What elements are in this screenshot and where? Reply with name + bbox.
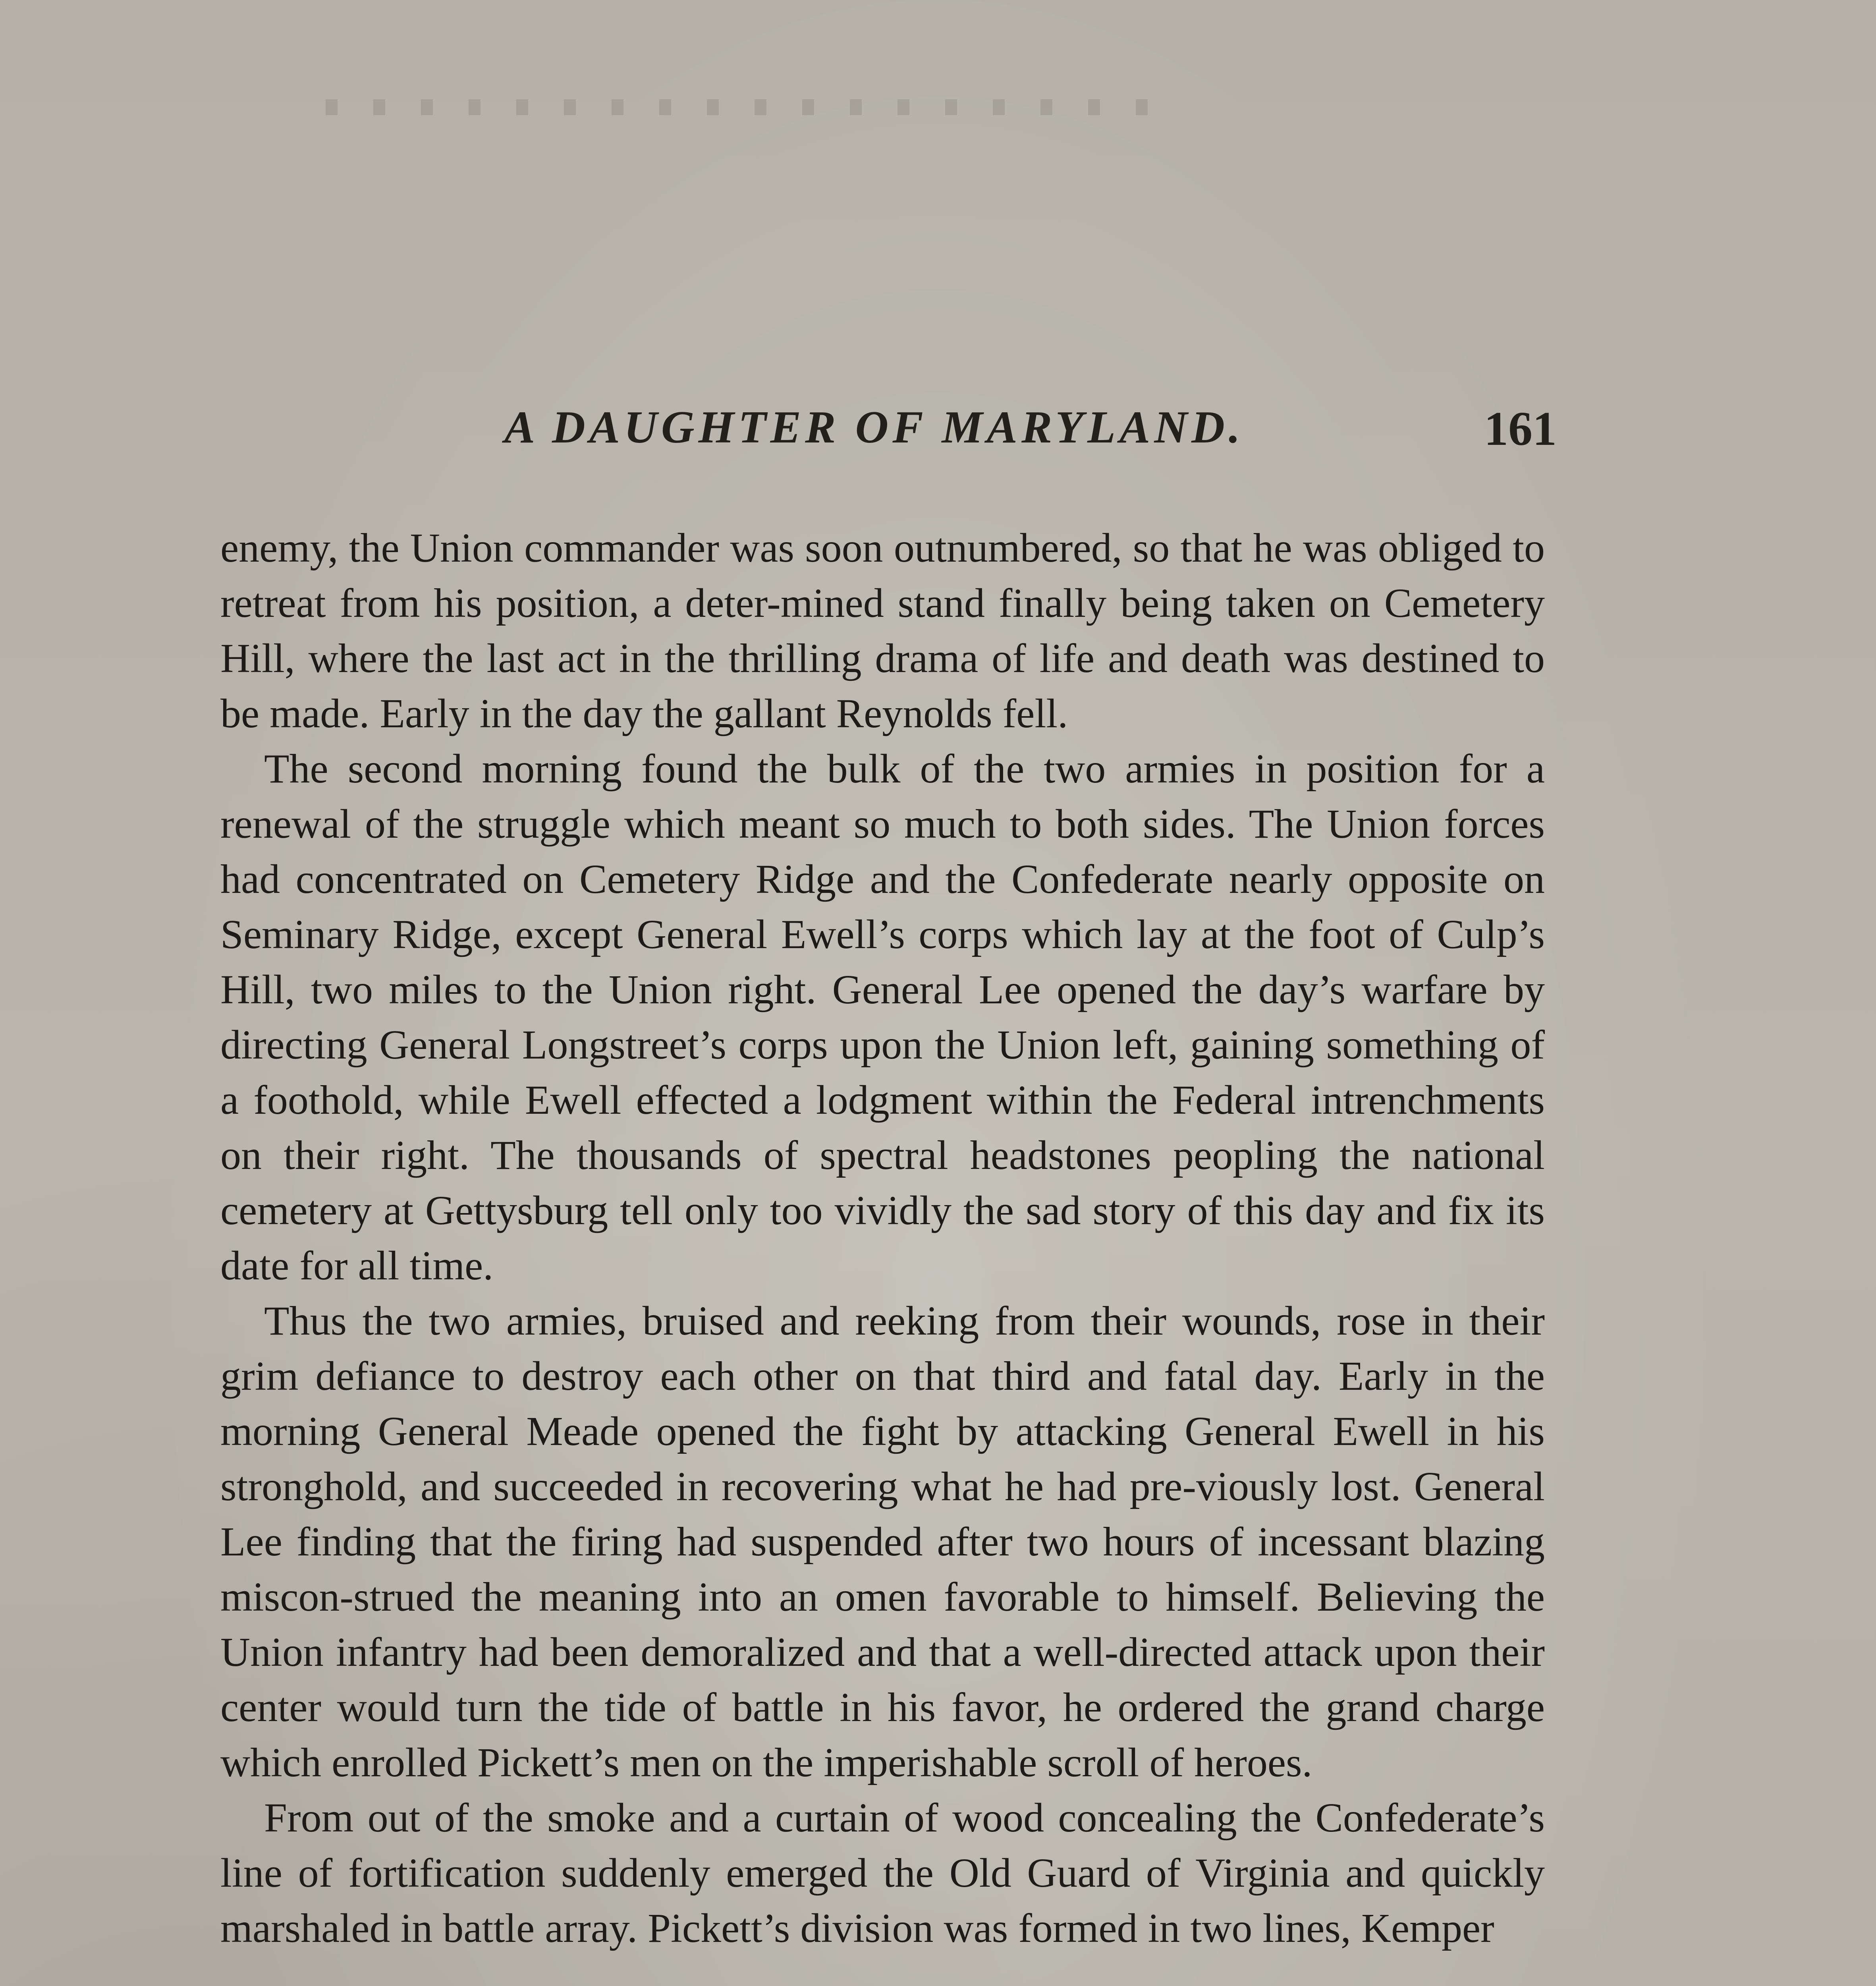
page-smudge — [326, 99, 1152, 115]
page-number: 161 — [1484, 402, 1557, 456]
paragraph-4: From out of the smoke and a curtain of wood concealing the Confederate’s line of fortification suddenly emerged the Old Guard of Virginia and quickly marshaled in battle array. Pickett’s division was formed in two lines, Kemper — [220, 1795, 1545, 1951]
running-head — [504, 401, 1557, 461]
paragraph-1: enemy, the Union commander was soon outnumbered, so that he was obliged to retreat from his position, a deter-mined stand finally being taken on Cemetery Hill, where the last act in the thrilling drama of life and death was destined to be made. Early in the day the gallant Reynolds fell. — [220, 525, 1545, 736]
running-title: A DAUGHTER OF MARYLAND. — [504, 402, 1244, 453]
body-text — [220, 520, 1545, 1956]
paragraph-3: Thus the two armies, bruised and reeking from their wounds, rose in their grim defiance to destroy each other on that third and fatal day. Early in the morning General Meade opened the fight by attacking General Ewell in his stronghold, and succeeded in recovering what he had pre-viously lost. General Lee finding that the firing had suspended after two hours of incessant blazing miscon-strued the meaning into an omen favorable to himself. Believing the Union infantry had been demoralized and that a well-directed attack upon their center would turn the tide of battle in his favor, he ordered the grand charge which enrolled Pickett’s men on the imperishable scroll of heroes. — [220, 1298, 1545, 1785]
paragraph-2: The second morning found the bulk of the two armies in position for a renewal of the struggle which meant so much to both sides. The Union forces had concentrated on Cemetery Ridge and the Confederate nearly opposite on Seminary Ridge, except General Ewell’s corps which lay at the foot of Culp’s Hill, two miles to the Union right. General Lee opened the day’s warfare by directing General Longstreet’s corps upon the Union left, gaining something of a foothold, while Ewell effected a lodgment within the Federal intrenchments on their right. The thousands of spectral headstones peopling the national cemetery at Gettysburg tell only too vividly the sad story of this day and fix its date for all time. — [220, 746, 1545, 1289]
